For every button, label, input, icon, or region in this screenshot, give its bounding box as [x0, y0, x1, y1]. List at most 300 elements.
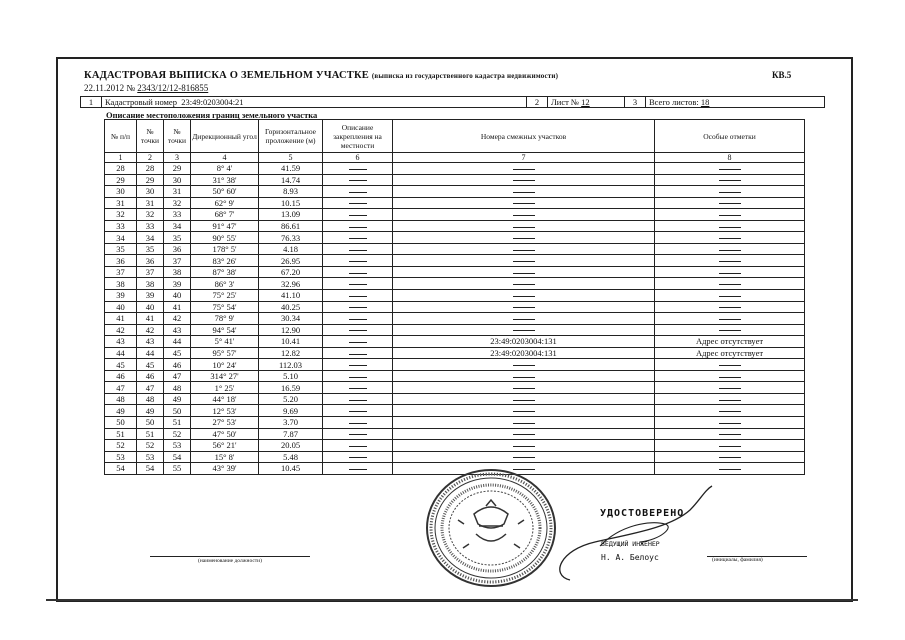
title-subtitle: (выписка из государственного кадастра недвижимости)	[371, 72, 559, 80]
direction-angle: 95° 57'	[191, 347, 259, 359]
empty-dash	[513, 227, 535, 228]
special-notes	[655, 278, 805, 290]
sheet-label: Лист №	[551, 97, 580, 107]
empty-dash	[513, 261, 535, 262]
empty-dash	[349, 400, 367, 401]
horizontal-length: 76.33	[259, 232, 323, 244]
horizontal-length: 16.59	[259, 382, 323, 394]
row-number: 34	[105, 232, 137, 244]
point-to: 37	[164, 255, 191, 267]
total-sheets: 18	[700, 97, 710, 107]
row-number: 39	[105, 290, 137, 302]
empty-dash	[719, 423, 741, 424]
adjacent-parcels	[393, 451, 655, 463]
empty-dash	[349, 354, 367, 355]
empty-dash	[513, 284, 535, 285]
horizontal-length: 14.74	[259, 174, 323, 186]
point-from: 30	[137, 186, 164, 198]
point-to: 39	[164, 278, 191, 290]
point-to: 34	[164, 220, 191, 232]
col-header-8: Особые отметки	[655, 120, 805, 153]
horizontal-length: 40.25	[259, 301, 323, 313]
fixing-description	[323, 347, 393, 359]
horizontal-length: 5.10	[259, 370, 323, 382]
empty-dash	[349, 388, 367, 389]
direction-angle: 94° 54'	[191, 324, 259, 336]
point-from: 35	[137, 243, 164, 255]
special-notes	[655, 359, 805, 371]
empty-dash	[719, 388, 741, 389]
col-header-6: Описание закрепления на местности	[323, 120, 393, 153]
table-row	[105, 163, 805, 175]
point-to: 54	[164, 451, 191, 463]
horizontal-length: 13.09	[259, 209, 323, 221]
table-row	[105, 220, 805, 232]
row-number: 35	[105, 243, 137, 255]
fixing-description	[323, 336, 393, 348]
col-header-1: № п/п	[105, 120, 137, 153]
table-row	[105, 243, 805, 255]
row-number: 30	[105, 186, 137, 198]
point-from: 45	[137, 359, 164, 371]
table-row	[105, 232, 805, 244]
point-to: 41	[164, 301, 191, 313]
fixing-description	[323, 428, 393, 440]
cadastral-number-cell	[102, 97, 527, 108]
horizontal-length: 10.15	[259, 197, 323, 209]
direction-angle: 78° 9'	[191, 313, 259, 325]
row-number: 53	[105, 451, 137, 463]
table-row	[105, 359, 805, 371]
horizontal-length: 10.45	[259, 463, 323, 475]
horizontal-length: 26.95	[259, 255, 323, 267]
point-to: 38	[164, 266, 191, 278]
col-header-4: Дирекционный угол	[191, 120, 259, 153]
special-notes	[655, 186, 805, 198]
total-label: Всего листов:	[649, 97, 699, 107]
col-number-1: 1	[105, 153, 137, 163]
point-from: 49	[137, 405, 164, 417]
point-to: 42	[164, 313, 191, 325]
fixing-description	[323, 359, 393, 371]
point-from: 31	[137, 197, 164, 209]
direction-angle: 50° 60'	[191, 186, 259, 198]
signature-icon	[540, 480, 720, 590]
table-row	[105, 440, 805, 452]
special-notes	[655, 428, 805, 440]
empty-dash	[719, 284, 741, 285]
point-to: 48	[164, 382, 191, 394]
empty-dash	[349, 365, 367, 366]
row-number: 44	[105, 347, 137, 359]
adjacent-parcels	[393, 405, 655, 417]
empty-dash	[349, 250, 367, 251]
fixing-description	[323, 163, 393, 175]
horizontal-length: 86.61	[259, 220, 323, 232]
point-from: 46	[137, 370, 164, 382]
empty-dash	[513, 377, 535, 378]
table-row	[105, 347, 805, 359]
document-title	[84, 70, 558, 81]
empty-dash	[513, 400, 535, 401]
direction-angle: 68° 7'	[191, 209, 259, 221]
direction-angle: 87° 38'	[191, 266, 259, 278]
meta-cell-3: 3	[625, 97, 646, 108]
fixing-description	[323, 278, 393, 290]
horizontal-length: 7.87	[259, 428, 323, 440]
meta-row	[80, 96, 825, 108]
empty-dash	[513, 434, 535, 435]
adjacent-parcels	[393, 440, 655, 452]
table-body	[105, 163, 805, 475]
point-to: 45	[164, 347, 191, 359]
direction-angle: 83° 26'	[191, 255, 259, 267]
direction-angle: 1° 25'	[191, 382, 259, 394]
direction-angle: 5° 41'	[191, 336, 259, 348]
direction-angle: 44° 18'	[191, 393, 259, 405]
empty-dash	[513, 457, 535, 458]
fixing-description	[323, 301, 393, 313]
row-number: 43	[105, 336, 137, 348]
fixing-description	[323, 393, 393, 405]
point-from: 48	[137, 393, 164, 405]
empty-dash	[513, 273, 535, 274]
col-number-3: 3	[164, 153, 191, 163]
empty-dash	[719, 180, 741, 181]
point-from: 32	[137, 209, 164, 221]
table-row	[105, 197, 805, 209]
special-notes	[655, 382, 805, 394]
special-notes	[655, 417, 805, 429]
empty-dash	[513, 238, 535, 239]
empty-dash	[719, 227, 741, 228]
meta-cell-1: 1	[81, 97, 102, 108]
col-number-6: 6	[323, 153, 393, 163]
sheet-number: 12	[581, 97, 590, 107]
table-row	[105, 428, 805, 440]
direction-angle: 43° 39'	[191, 463, 259, 475]
adjacent-parcels	[393, 209, 655, 221]
point-to: 47	[164, 370, 191, 382]
empty-dash	[719, 238, 741, 239]
empty-dash	[349, 296, 367, 297]
empty-dash	[513, 446, 535, 447]
adjacent-parcels	[393, 243, 655, 255]
special-notes	[655, 440, 805, 452]
fixing-description	[323, 370, 393, 382]
total-sheets-cell	[646, 97, 825, 108]
adjacent-parcels	[393, 313, 655, 325]
row-number: 42	[105, 324, 137, 336]
row-number: 37	[105, 266, 137, 278]
special-notes	[655, 301, 805, 313]
stamp-name: Н. А. Белоус	[601, 553, 659, 562]
direction-angle: 178° 5'	[191, 243, 259, 255]
fixing-description	[323, 174, 393, 186]
empty-dash	[349, 342, 367, 343]
empty-dash	[719, 400, 741, 401]
empty-dash	[513, 169, 535, 170]
special-notes	[655, 232, 805, 244]
row-number: 50	[105, 417, 137, 429]
point-from: 33	[137, 220, 164, 232]
empty-dash	[349, 238, 367, 239]
cadastral-number: 23:49:0203004:21	[181, 97, 244, 107]
empty-dash	[719, 446, 741, 447]
empty-dash	[349, 411, 367, 412]
empty-dash	[513, 423, 535, 424]
empty-dash	[349, 203, 367, 204]
row-number: 28	[105, 163, 137, 175]
adjacent-parcels	[393, 186, 655, 198]
point-to: 53	[164, 440, 191, 452]
adjacent-parcels	[393, 324, 655, 336]
direction-angle: 91° 47'	[191, 220, 259, 232]
adjacent-parcels	[393, 266, 655, 278]
point-from: 54	[137, 463, 164, 475]
adjacent-parcels	[393, 417, 655, 429]
horizontal-length: 9.69	[259, 405, 323, 417]
table-row	[105, 451, 805, 463]
empty-dash	[719, 307, 741, 308]
fixing-description	[323, 209, 393, 221]
date-text: 22.11.2012 №	[84, 83, 136, 93]
point-from: 53	[137, 451, 164, 463]
point-from: 42	[137, 324, 164, 336]
point-to: 35	[164, 232, 191, 244]
row-number: 38	[105, 278, 137, 290]
row-number: 29	[105, 174, 137, 186]
point-from: 43	[137, 336, 164, 348]
position-caption: (наименование должности)	[150, 556, 310, 564]
empty-dash	[719, 457, 741, 458]
empty-dash	[719, 365, 741, 366]
fixing-description	[323, 417, 393, 429]
special-notes	[655, 393, 805, 405]
direction-angle: 31° 38'	[191, 174, 259, 186]
signature-caption: (инициалы, фамилия)	[712, 557, 763, 563]
empty-dash	[513, 203, 535, 204]
point-from: 47	[137, 382, 164, 394]
row-number: 51	[105, 428, 137, 440]
special-notes	[655, 197, 805, 209]
empty-dash	[349, 434, 367, 435]
direction-angle: 56° 21'	[191, 440, 259, 452]
point-to: 46	[164, 359, 191, 371]
horizontal-length: 67.20	[259, 266, 323, 278]
direction-angle: 90° 55'	[191, 232, 259, 244]
table-row	[105, 186, 805, 198]
empty-dash	[513, 365, 535, 366]
point-to: 51	[164, 417, 191, 429]
special-notes	[655, 313, 805, 325]
special-notes	[655, 290, 805, 302]
row-number: 46	[105, 370, 137, 382]
point-from: 52	[137, 440, 164, 452]
table-row	[105, 301, 805, 313]
row-number: 52	[105, 440, 137, 452]
meta-cell-2: 2	[527, 97, 548, 108]
empty-dash	[719, 273, 741, 274]
table-row	[105, 382, 805, 394]
stamp-position: ВЕДУЩИЙ ИНЖЕНЕР	[601, 540, 660, 548]
horizontal-length: 12.90	[259, 324, 323, 336]
row-number: 48	[105, 393, 137, 405]
point-to: 55	[164, 463, 191, 475]
direction-angle: 15° 8'	[191, 451, 259, 463]
table-row	[105, 290, 805, 302]
special-notes	[655, 243, 805, 255]
row-number: 32	[105, 209, 137, 221]
empty-dash	[513, 192, 535, 193]
adjacent-parcels	[393, 174, 655, 186]
empty-dash	[719, 330, 741, 331]
fixing-description	[323, 451, 393, 463]
empty-dash	[513, 296, 535, 297]
horizontal-length: 112.03	[259, 359, 323, 371]
table-row	[105, 324, 805, 336]
horizontal-length: 41.10	[259, 290, 323, 302]
fixing-description	[323, 197, 393, 209]
horizontal-length: 10.41	[259, 336, 323, 348]
col-header-7: Номера смежных участков	[393, 120, 655, 153]
empty-dash	[719, 261, 741, 262]
table-row	[105, 313, 805, 325]
adjacent-parcels	[393, 220, 655, 232]
form-code: КВ.5	[772, 70, 792, 80]
row-number: 47	[105, 382, 137, 394]
empty-dash	[349, 192, 367, 193]
empty-dash	[349, 273, 367, 274]
doc-number: 2343/12/12-816855	[137, 83, 209, 93]
direction-angle: 75° 25'	[191, 290, 259, 302]
point-to: 43	[164, 324, 191, 336]
direction-angle: 12° 53'	[191, 405, 259, 417]
empty-dash	[349, 215, 367, 216]
special-notes: Адрес отсутствует	[655, 347, 805, 359]
direction-angle: 27° 53'	[191, 417, 259, 429]
adjacent-parcels: 23:49:0203004:131	[393, 347, 655, 359]
point-from: 41	[137, 313, 164, 325]
empty-dash	[349, 169, 367, 170]
row-number: 41	[105, 313, 137, 325]
special-notes	[655, 220, 805, 232]
empty-dash	[513, 411, 535, 412]
horizontal-length: 41.59	[259, 163, 323, 175]
fixing-description	[323, 255, 393, 267]
empty-dash	[349, 330, 367, 331]
point-to: 44	[164, 336, 191, 348]
col-header-5: Горизонтальное проложение (м)	[259, 120, 323, 153]
table-row	[105, 336, 805, 348]
table-row	[105, 405, 805, 417]
empty-dash	[513, 388, 535, 389]
empty-dash	[719, 296, 741, 297]
horizontal-length: 5.48	[259, 451, 323, 463]
title-text: КАДАСТРОВАЯ ВЫПИСКА О ЗЕМЕЛЬНОМ УЧАСТКЕ	[84, 70, 369, 81]
point-from: 36	[137, 255, 164, 267]
point-from: 29	[137, 174, 164, 186]
adjacent-parcels	[393, 359, 655, 371]
point-to: 31	[164, 186, 191, 198]
table-row	[105, 278, 805, 290]
row-number: 31	[105, 197, 137, 209]
adjacent-parcels	[393, 393, 655, 405]
adjacent-parcels	[393, 255, 655, 267]
fixing-description	[323, 382, 393, 394]
special-notes	[655, 451, 805, 463]
point-from: 50	[137, 417, 164, 429]
special-notes: Адрес отсутствует	[655, 336, 805, 348]
empty-dash	[349, 261, 367, 262]
table-row	[105, 266, 805, 278]
empty-dash	[349, 423, 367, 424]
special-notes	[655, 266, 805, 278]
empty-dash	[719, 434, 741, 435]
row-number: 40	[105, 301, 137, 313]
direction-angle: 86° 3'	[191, 278, 259, 290]
table-row	[105, 255, 805, 267]
row-number: 33	[105, 220, 137, 232]
special-notes	[655, 324, 805, 336]
special-notes	[655, 463, 805, 475]
empty-dash	[719, 469, 741, 470]
horizontal-length: 5.20	[259, 393, 323, 405]
col-number-8: 8	[655, 153, 805, 163]
special-notes	[655, 405, 805, 417]
row-number: 45	[105, 359, 137, 371]
special-notes	[655, 163, 805, 175]
adjacent-parcels	[393, 370, 655, 382]
direction-angle: 75° 54'	[191, 301, 259, 313]
point-from: 37	[137, 266, 164, 278]
table-row	[105, 417, 805, 429]
adjacent-parcels	[393, 428, 655, 440]
boundary-table	[104, 119, 805, 475]
empty-dash	[719, 215, 741, 216]
direction-angle: 47° 50'	[191, 428, 259, 440]
empty-dash	[349, 319, 367, 320]
official-seal-icon	[424, 466, 559, 591]
empty-dash	[349, 227, 367, 228]
section-title: Описание местоположения границ земельного участка	[106, 110, 318, 120]
document-date	[84, 83, 208, 93]
table-row	[105, 174, 805, 186]
fixing-description	[323, 324, 393, 336]
empty-dash	[349, 446, 367, 447]
adjacent-parcels	[393, 290, 655, 302]
empty-dash	[719, 203, 741, 204]
direction-angle: 314° 27'	[191, 370, 259, 382]
point-from: 34	[137, 232, 164, 244]
certified-stamp: УДОСТОВЕРЕНО	[600, 508, 685, 519]
adjacent-parcels	[393, 197, 655, 209]
empty-dash	[719, 411, 741, 412]
empty-dash	[719, 377, 741, 378]
col-header-3: № точки	[164, 120, 191, 153]
fixing-description	[323, 440, 393, 452]
empty-dash	[349, 469, 367, 470]
empty-dash	[349, 457, 367, 458]
empty-dash	[719, 169, 741, 170]
adjacent-parcels	[393, 232, 655, 244]
row-number: 49	[105, 405, 137, 417]
horizontal-length: 3.70	[259, 417, 323, 429]
fixing-description	[323, 186, 393, 198]
point-from: 39	[137, 290, 164, 302]
row-number: 36	[105, 255, 137, 267]
empty-dash	[513, 307, 535, 308]
